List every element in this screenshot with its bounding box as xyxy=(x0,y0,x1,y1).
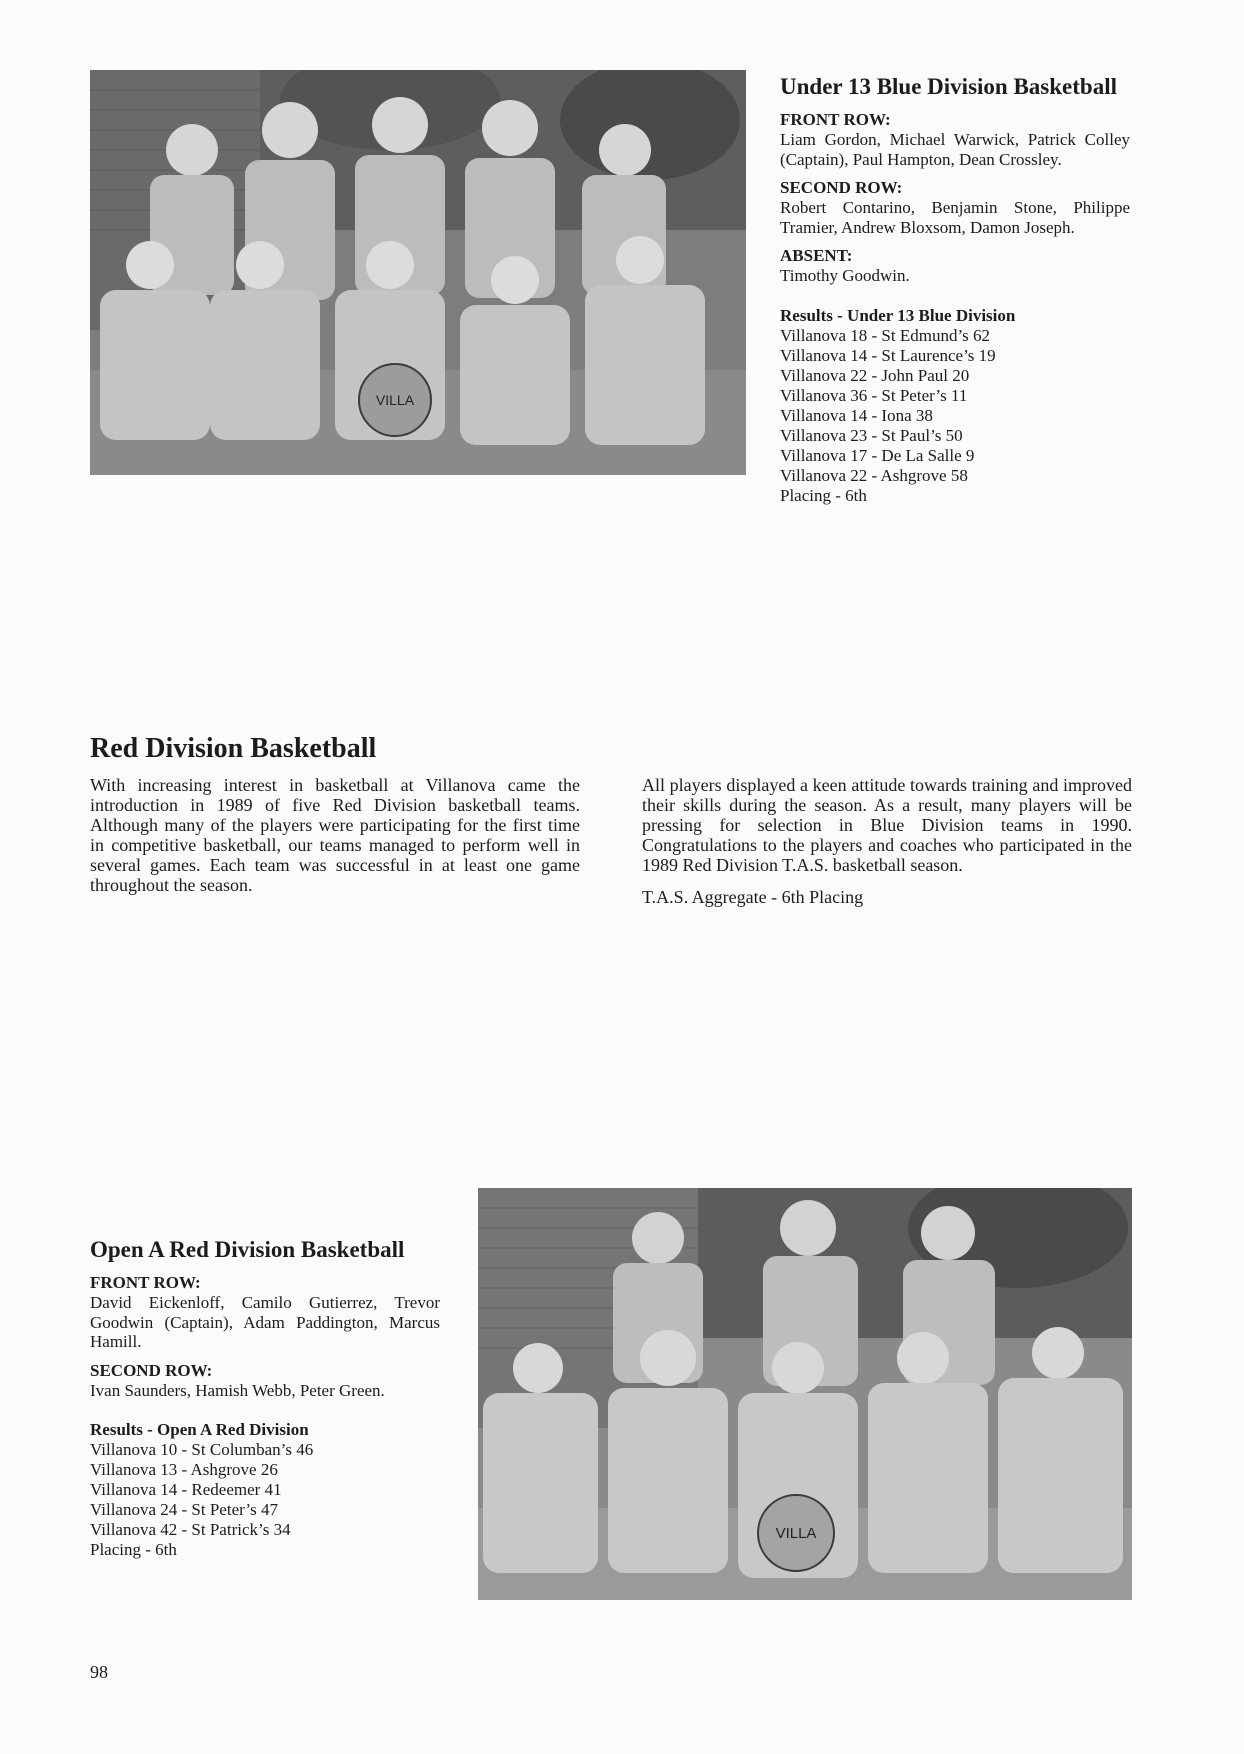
red-division-para1: With increasing interest in basketball at Villanova came the introduction in 1989 of five Red Division basketball teams. Although many of the players were participating for the first time in competitive basketball, our teams managed to perform well in several games. Each team was successful in at least one game throughout the season. xyxy=(90,775,580,895)
result-line: Villanova 13 - Ashgrove 26 xyxy=(90,1460,278,1479)
result-line: Villanova 18 - St Edmund’s 62 xyxy=(780,325,991,345)
red-division-para2: All players displayed a keen attitude towards training and improved their skills during the season. As a result, many players will be pressing for selection in Blue Division teams in 1990. Congratulations to the players and coaches who participated in the 1989 Red Division T.A.S. basketball season. xyxy=(642,775,1132,875)
result-line: Villanova 36 - St Peter’s 11 xyxy=(780,385,968,405)
under13-results-list xyxy=(780,326,1130,506)
result-placing: Placing - 6th xyxy=(780,485,867,505)
open-a-results-list xyxy=(90,1440,440,1560)
open-a-ball-label: VILLA xyxy=(775,1525,817,1542)
result-line: Villanova 22 - John Paul 20 xyxy=(780,365,970,385)
result-line: Villanova 23 - St Paul’s 50 xyxy=(780,425,963,445)
red-division-aggregate: T.A.S. Aggregate - 6th Placing xyxy=(642,887,864,907)
result-line: Villanova 10 - St Columban’s 46 xyxy=(90,1440,314,1459)
result-line: Villanova 24 - St Peter’s 47 xyxy=(90,1500,279,1519)
result-line: Villanova 14 - St Laurence’s 19 xyxy=(780,345,996,365)
under13-second-row-label: SECOND ROW: xyxy=(780,178,903,197)
open-a-front-row-label: FRONT ROW: xyxy=(90,1273,201,1292)
under13-absent: Timothy Goodwin. xyxy=(780,266,910,285)
open-a-second-row-label: SECOND ROW: xyxy=(90,1360,213,1380)
result-line: Villanova 17 - De La Salle 9 xyxy=(780,445,975,465)
red-division-right-column xyxy=(642,775,1132,907)
result-line: Villanova 14 - Iona 38 xyxy=(780,405,933,425)
result-line: Villanova 14 - Redeemer 41 xyxy=(90,1480,282,1499)
open-a-results-title: Results - Open A Red Division xyxy=(90,1420,309,1439)
open-a-second-row: Ivan Saunders, Hamish Webb, Peter Green. xyxy=(90,1380,385,1400)
open-a-front-row: David Eickenloff, Camilo Gutierrez, Trevor Goodwin (Captain), Adam Paddington, Marcus Hamill. xyxy=(90,1293,440,1351)
under13-title: Under 13 Blue Division Basketball xyxy=(780,74,1117,99)
result-line: Villanova 22 - Ashgrove 58 xyxy=(780,465,968,485)
result-placing: Placing - 6th xyxy=(90,1540,177,1559)
under13-front-row: Liam Gordon, Michael Warwick, Patrick Colley (Captain), Paul Hampton, Dean Crossley. xyxy=(780,130,1130,169)
under13-team-photo xyxy=(90,70,746,475)
under13-section xyxy=(780,73,1130,506)
under13-results-title: Results - Under 13 Blue Division xyxy=(780,305,1016,325)
under13-front-row-label: FRONT ROW: xyxy=(780,110,891,129)
under13-photo-illustration xyxy=(90,70,746,475)
open-a-section xyxy=(90,1236,440,1560)
red-division-title: Red Division Basketball xyxy=(90,733,377,764)
page-number: 98 xyxy=(90,1662,108,1682)
under13-second-row: Robert Contarino, Benjamin Stone, Philippe Tramier, Andrew Bloxsom, Damon Joseph. xyxy=(780,198,1130,237)
under13-absent-label: ABSENT: xyxy=(780,246,853,265)
result-line: Villanova 42 - St Patrick’s 34 xyxy=(90,1520,291,1539)
open-a-photo-illustration xyxy=(478,1188,1132,1600)
under13-ball-label: VILLA xyxy=(375,392,415,408)
open-a-title: Open A Red Division Basketball xyxy=(90,1237,405,1262)
open-a-team-photo xyxy=(478,1188,1132,1600)
